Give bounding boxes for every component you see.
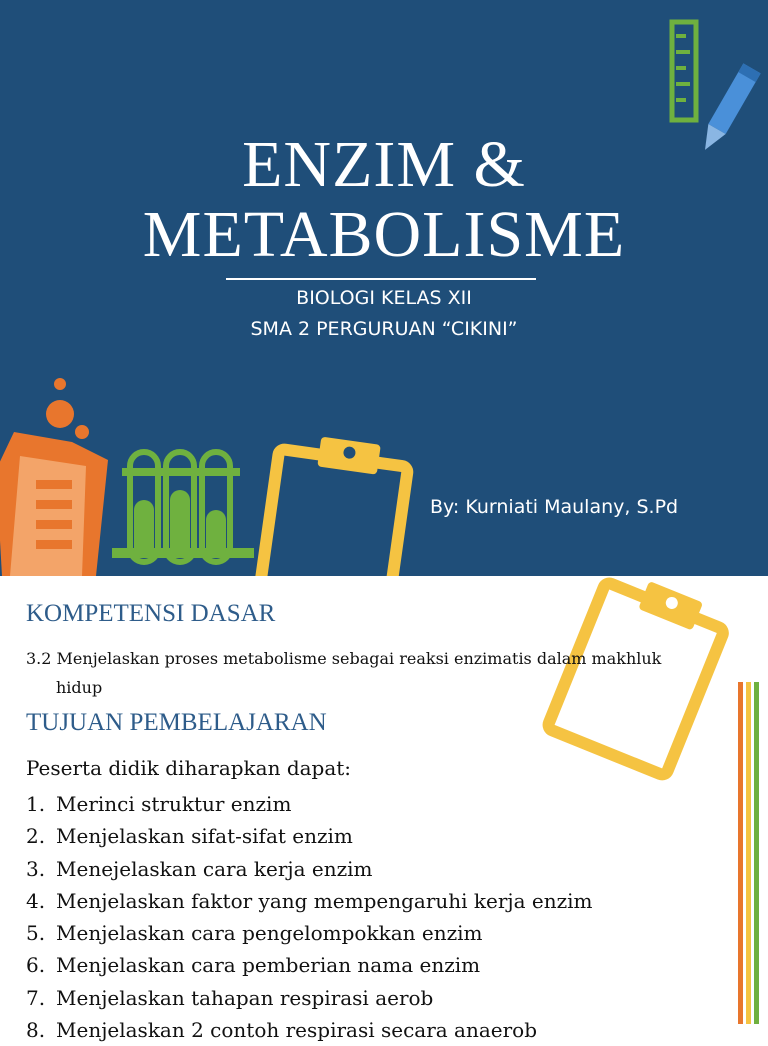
list-item: 6. Menjelaskan cara pemberian nama enzim xyxy=(26,953,481,978)
subtitle-school: SMA 2 PERGURUAN “CIKINI” xyxy=(250,318,518,340)
test-tubes-icon xyxy=(112,452,254,562)
kompetensi-heading: KOMPETENSI DASAR xyxy=(26,600,276,627)
subtitle-class: BIOLOGI KELAS XII xyxy=(296,287,472,309)
list-item: 3. Menejelaskan cara kerja enzim xyxy=(26,856,373,881)
list-item: 2. Menjelaskan sifat-sifat enzim xyxy=(26,824,353,849)
beaker-icon xyxy=(0,378,108,576)
ruler-icon xyxy=(672,22,696,120)
list-item: 4. Menjelaskan faktor yang mempengaruhi kerja enzim xyxy=(26,888,593,913)
list-item: 1. Merinci struktur enzim xyxy=(26,792,292,816)
stripes-decoration xyxy=(738,682,768,1024)
kompetensi-line-1: 3.2 Menjelaskan proses metabolisme sebagai reaksi enzimatis dalam makhluk xyxy=(26,649,662,668)
title-line-2: METABOLISME xyxy=(142,198,626,271)
kompetensi-text xyxy=(26,644,726,702)
goals-intro: Peserta didik diharapkan dapat: xyxy=(26,756,352,780)
title-line-1: ENZIM & xyxy=(242,128,526,201)
list-item: 5. Menjelaskan cara pengelompokkan enzim xyxy=(26,921,483,946)
title-divider xyxy=(226,278,536,280)
author-credit: By: Kurniati Maulany, S.Pd xyxy=(430,496,679,518)
page-title xyxy=(0,130,768,270)
kompetensi-line-2: hidup xyxy=(56,678,103,697)
tujuan-heading: TUJUAN PEMBELAJARAN xyxy=(26,709,327,736)
list-item: 8. Menjelaskan 2 contoh respirasi secara anaerob xyxy=(26,1018,538,1043)
objectives-slide xyxy=(0,576,768,1043)
goals-list xyxy=(26,788,593,1046)
list-item: 7. Menjelaskan tahapan respirasi aerob xyxy=(26,985,434,1010)
